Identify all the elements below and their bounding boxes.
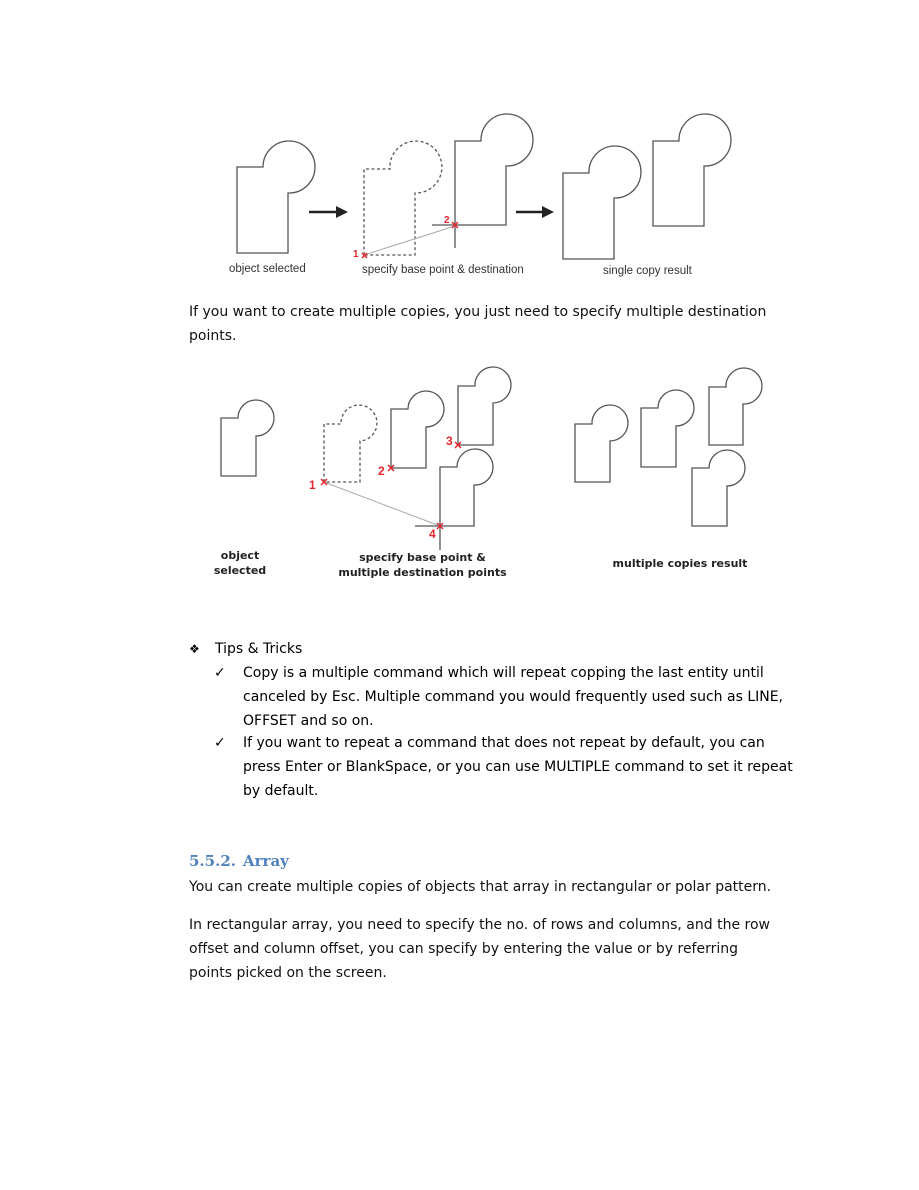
point-label-3: 3 — [446, 434, 453, 448]
rectangular-array-paragraph: In rectangular array, you need to specify the no. of rows and columns, and the row offset and column offset, you can specify by entering the value or by referring points picked on the screen. — [189, 917, 770, 981]
caption-single-copy-result: single copy result — [603, 265, 692, 277]
shape-result-d — [692, 450, 745, 526]
shape-copy-3 — [458, 367, 511, 445]
shape-original — [221, 400, 274, 476]
checkmark-icon: ✓ — [214, 735, 226, 751]
shape-dashed — [324, 405, 377, 482]
tip-item: ✓ Copy is a multiple command which will repeat copping the last entity until canceled by Esc. Multiple command you would frequently used such as LINE, OFFSET and so on. — [214, 661, 794, 733]
shape-result-a — [575, 405, 628, 482]
caption-object-selected: object selected — [213, 549, 267, 577]
section-title: Array — [243, 852, 289, 870]
section-heading — [189, 852, 289, 870]
point-label-2: 2 — [378, 464, 385, 478]
tips-heading — [189, 637, 302, 661]
tips-title: Tips & Tricks — [215, 641, 303, 657]
point-label-1: 1 — [353, 249, 359, 260]
array-intro-paragraph: You can create multiple copies of objects that array in rectangular or polar pattern. — [189, 879, 772, 895]
point-label-1: 1 — [309, 478, 316, 492]
multiple-copies-paragraph: If you want to create multiple copies, you just need to specify multiple destination points. — [189, 304, 767, 344]
shape-copy-4 — [440, 449, 493, 526]
section-number: 5.5.2. — [189, 852, 236, 870]
shape-result-b — [641, 390, 694, 467]
shape-result-c — [709, 368, 762, 445]
checkmark-icon: ✓ — [214, 665, 226, 681]
caption-multiple-copies-result: multiple copies result — [612, 557, 748, 570]
caption-specify-multiple: specify base point & multiple destination points — [338, 551, 507, 579]
shape-copy-2 — [391, 391, 444, 468]
diamond-bullet-icon: ❖ — [189, 642, 200, 656]
point-label-2: 2 — [444, 215, 450, 226]
caption-object-selected: object selected — [229, 263, 306, 275]
point-label-4: 4 — [429, 527, 436, 541]
tip-item: ✓ If you want to repeat a command that does not repeat by default, you can press Enter or BlankSpace, or you can use MULTIPLE command to set it repeat by default. — [214, 731, 794, 803]
caption-specify-base-point: specify base point & destination — [362, 264, 524, 276]
